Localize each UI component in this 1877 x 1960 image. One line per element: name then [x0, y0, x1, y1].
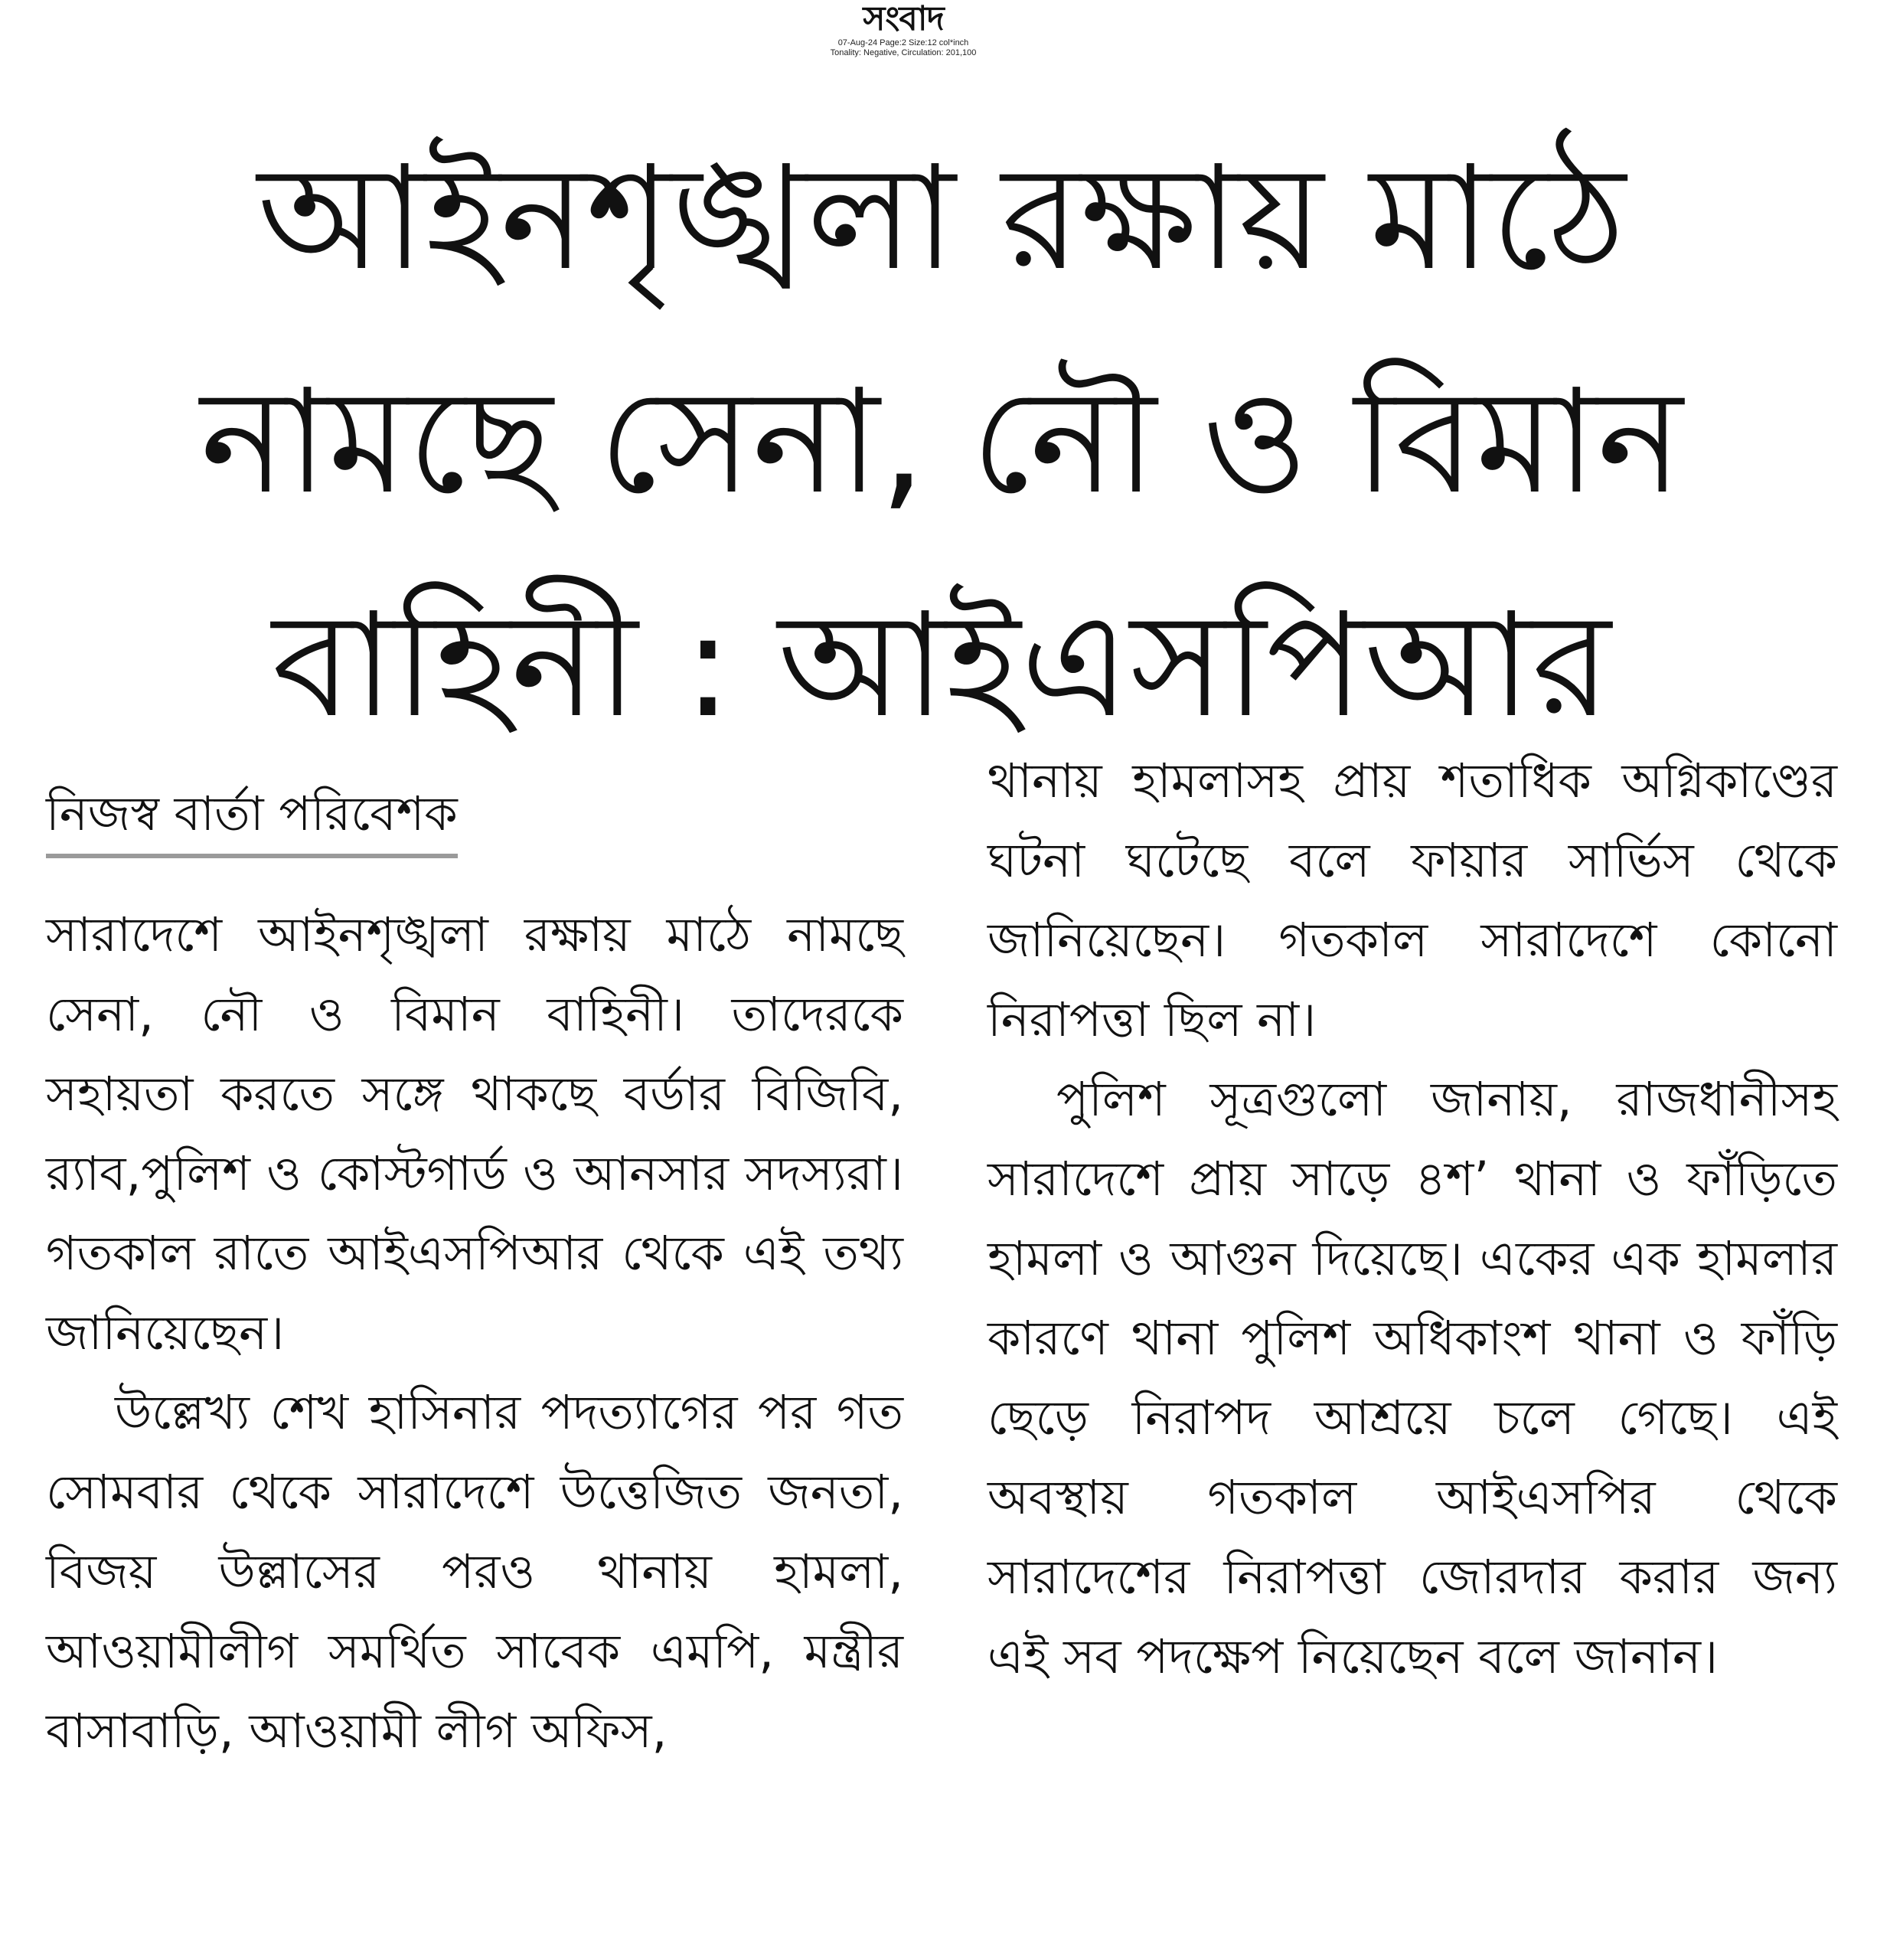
byline: নিজস্ব বার্তা পরিবেশক [46, 777, 458, 858]
article-paragraph: পুলিশ সূত্রগুলো জানায়, রাজধানীসহ সারাদেশে প্রায় সাড়ে ৪শ’ থানা ও ফাঁড়িতে হামলা ও আগুন দিয়েছে। একের এক হামলার কারণে থানা পুলিশ অধিকাংশ থানা ও ফাঁড়ি ছেড়ে নিরাপদ আশ্রয়ে চলে গেছে। এই অবস্থায় গতকাল আইএসপির থেকে সারাদেশের নিরাপত্তা জোরদার করার জন্য এই সব পদক্ষেপ নিয়েছেন বলে জানান। [987, 1071, 1837, 1684]
article-paragraph: সারাদেশে আইনশৃঙ্খলা রক্ষায় মাঠে নামছে সেনা, নৌ ও বিমান বাহিনী। তাদেরকে সহায়তা করতে সঙ্গে থাকছে বর্ডার বিজিবি, র‌্যাব,পুলিশ ও কোস্টগার্ড ও আনসার সদস্যরা। গতকাল রাতে আইএসপিআর থেকে এই তথ্য জানিয়েছেন। [46, 906, 903, 1361]
headline-line-1: আইনশৃঙ্খলা রক্ষায় মাঠে [257, 135, 1626, 302]
article-column-left [46, 762, 903, 1771]
article-paragraph: উল্লেখ্য শেখ হাসিনার পদত্যাগের পর গত সোমবার থেকে সারাদেশে উত্তেজিত জনতা, বিজয় উল্লাসের পরও থানায় হামলা, আওয়ামীলীগ সমর্থিত সাবেক এমপি, মন্ত্রীর বাসাবাড়ি, আওয়ামী লীগ অফিস, [46, 1384, 903, 1759]
clipping-meta-line1: 07-Aug-24 Page:2 Size:12 col*inch [837, 38, 969, 47]
newspaper-logo: সংবাদ [863, 0, 944, 38]
clipping-meta-line2: Tonality: Negative, Circulation: 201,100 [830, 48, 977, 57]
headline-line-2: নামছে সেনা, নৌ ও বিমান [200, 358, 1683, 526]
headline [77, 107, 1807, 778]
article-column-right [987, 741, 1837, 1697]
article-paragraph: থানায় হামলাসহ প্রায় শতাধিক অগ্নিকাণ্ডের ঘটনা ঘটেছে বলে ফায়ার সার্ভিস থেকে জানিয়েছেন। গতকাল সারাদেশে কোনো নিরাপত্তা ছিল না। [987, 753, 1837, 1047]
masthead [804, 0, 1003, 58]
headline-line-3: বাহিনী : আইএসপিআর [272, 582, 1611, 750]
